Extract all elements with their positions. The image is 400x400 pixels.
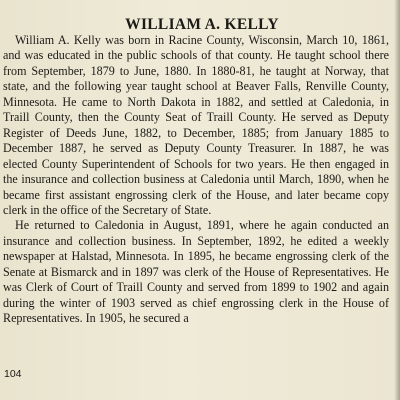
biography-title: WILLIAM A. KELLY [125, 16, 279, 33]
paragraph-1: William A. Kelly was born in Racine County, Wisconsin, March 10, 1861, and was educated in the public schools of that county. He taught school there from September, 1879 to June, 1880. In 1880-81, he taught at Norway, that state, and the following year taught school at Beaver Falls, Renville County, Minnesota. He came to North Dakota in 1882, and settled at Caledonia, in Traill County, then the County Seat of Traill County. He served as Deputy Register of Deeds June, 1882, to December, 1885; from January 1885 to December 1887, he served as Deputy County Treasurer. In 1887, he was elected County Superintendent of Schools for two years. He then engaged in the insurance and collection business at Caledonia until March, 1890, when he became first assistant engrossing clerk of the House, and later became copy clerk in the office of the Secretary of State. [3, 33, 389, 217]
paragraph-2: He returned to Caledonia in August, 1891, where he again conducted an insurance and collection business. In September, 1892, he edited a weekly newspaper at Halstad, Minnesota. In 1895, he became engrossing clerk of the Senate at Bismarck and in 1897 was clerk of the House of Representatives. He was Clerk of Court of Traill County and served from 1899 to 1902 and again during the winter of 1903 served as chief engrossing clerk in the House of Representatives. In 1905, he secured a [3, 218, 389, 326]
page-number: 104 [4, 368, 22, 380]
page-edge-shadow [394, 0, 400, 400]
page-content [3, 16, 389, 327]
